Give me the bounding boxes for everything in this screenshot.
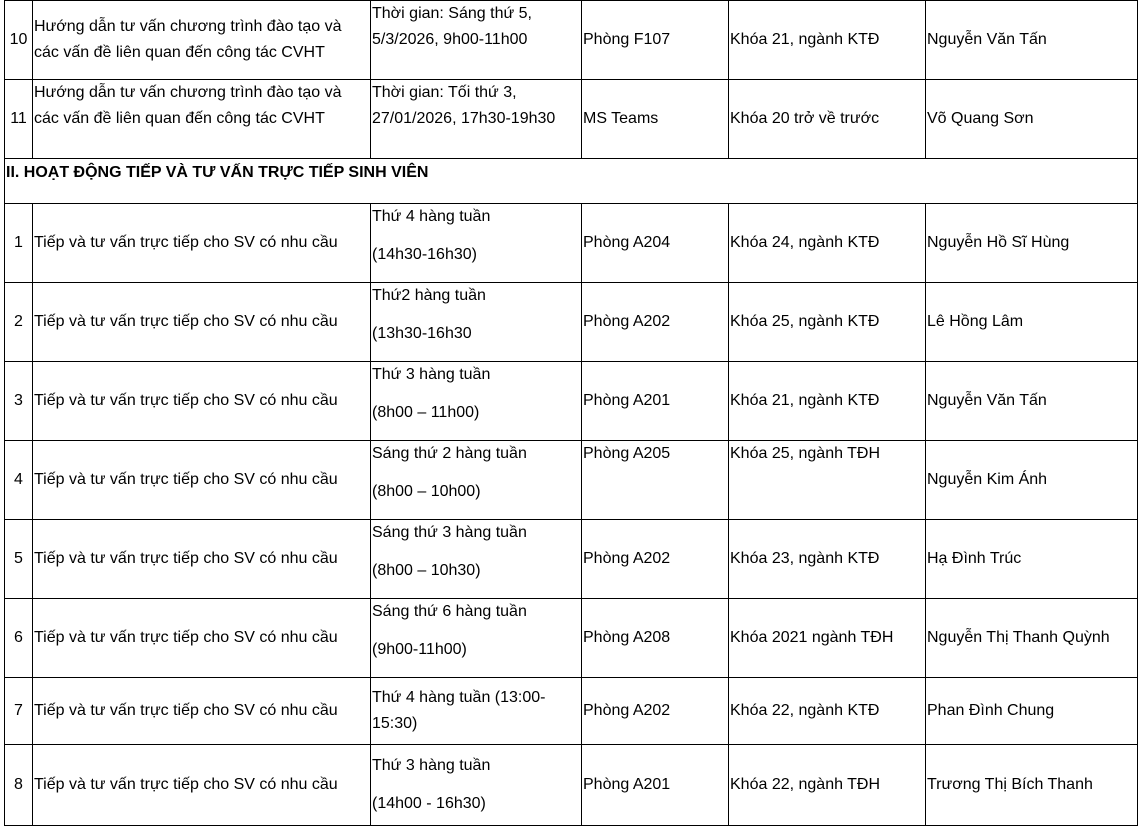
- person-cell: Trương Thị Bích Thanh: [926, 745, 1138, 826]
- time-cell: [371, 80, 582, 159]
- target-cell: Khóa 22, ngành KTĐ: [729, 678, 926, 745]
- time-line-2: (9h00-11h00): [372, 641, 467, 658]
- time-line-2: 27/01/2026, 17h30-19h30: [372, 110, 556, 127]
- activity-cell: Tiếp và tư vấn trực tiếp cho SV có nhu cầu: [33, 678, 371, 745]
- time-line-2: 5/3/2026, 9h00-11h00: [372, 31, 528, 48]
- time-line-1: Thứ 4 hàng tuần (13:00-: [372, 689, 546, 706]
- section-title: II. HOẠT ĐỘNG TIẾP VÀ TƯ VẤN TRỰC TIẾP SINH VIÊN: [5, 159, 1138, 204]
- time-line-1: Thứ 4 hàng tuần: [372, 208, 491, 225]
- activity-cell: Tiếp và tư vấn trực tiếp cho SV có nhu cầu: [33, 520, 371, 599]
- target-cell: Khóa 25, ngành KTĐ: [729, 283, 926, 362]
- activity-cell: Tiếp và tư vấn trực tiếp cho SV có nhu cầu: [33, 283, 371, 362]
- row-number: 8: [5, 745, 33, 826]
- table-row: [5, 441, 1138, 520]
- row-number: 11: [5, 80, 33, 159]
- row-number: 7: [5, 678, 33, 745]
- activity-cell: Hướng dẫn tư vấn chương trình đào tạo và các vấn đề liên quan đến công tác CVHT: [33, 80, 371, 159]
- time-line-1: Thời gian: Sáng thứ 5,: [372, 5, 532, 22]
- time-line-1: Sáng thứ 2 hàng tuần: [372, 445, 527, 462]
- activity-cell: Hướng dẫn tư vấn chương trình đào tạo và các vấn đề liên quan đến công tác CVHT: [33, 1, 371, 80]
- time-cell: [371, 599, 582, 678]
- activity-cell: Tiếp và tư vấn trực tiếp cho SV có nhu cầu: [33, 745, 371, 826]
- person-cell: Phan Đình Chung: [926, 678, 1138, 745]
- person-cell: Hạ Đình Trúc: [926, 520, 1138, 599]
- location-cell: Phòng A201: [582, 745, 729, 826]
- section-header-row: [5, 159, 1138, 204]
- target-cell: Khóa 24, ngành KTĐ: [729, 204, 926, 283]
- time-line-1: Thứ2 hàng tuần: [372, 287, 486, 304]
- person-cell: Lê Hồng Lâm: [926, 283, 1138, 362]
- row-number: 3: [5, 362, 33, 441]
- table-row: [5, 599, 1138, 678]
- time-cell: [371, 283, 582, 362]
- target-cell: Khóa 2021 ngành TĐH: [729, 599, 926, 678]
- table-row: [5, 362, 1138, 441]
- target-cell: Khóa 21, ngành KTĐ: [729, 362, 926, 441]
- table-row: [5, 204, 1138, 283]
- time-cell: [371, 520, 582, 599]
- row-number: 10: [5, 1, 33, 80]
- activity-cell: Tiếp và tư vấn trực tiếp cho SV có nhu cầu: [33, 204, 371, 283]
- target-cell: Khóa 25, ngành TĐH: [729, 441, 926, 520]
- row-number: 4: [5, 441, 33, 520]
- person-cell: Nguyễn Thị Thanh Quỳnh: [926, 599, 1138, 678]
- person-cell: Nguyễn Hồ Sĩ Hùng: [926, 204, 1138, 283]
- time-cell: [371, 745, 582, 826]
- location-cell: Phòng A208: [582, 599, 729, 678]
- time-line-1: Thứ 3 hàng tuần: [372, 757, 491, 774]
- time-line-1: Sáng thứ 3 hàng tuần: [372, 524, 527, 541]
- time-line-2: (14h30-16h30): [372, 246, 477, 263]
- person-cell: Nguyễn Văn Tấn: [926, 362, 1138, 441]
- table-row: [5, 678, 1138, 745]
- time-cell: [371, 441, 582, 520]
- time-cell: [371, 1, 582, 80]
- table-row: [5, 1, 1138, 80]
- location-cell: Phòng A202: [582, 283, 729, 362]
- time-line-1: Thời gian: Tối thứ 3,: [372, 84, 517, 101]
- table-row: [5, 80, 1138, 159]
- time-cell: [371, 362, 582, 441]
- time-line-2: 15:30): [372, 715, 418, 732]
- time-line-1: Sáng thứ 6 hàng tuần: [372, 603, 527, 620]
- time-line-2: (8h00 – 10h30): [372, 562, 481, 579]
- schedule-table: [4, 0, 1138, 826]
- person-cell: Nguyễn Văn Tấn: [926, 1, 1138, 80]
- person-cell: Nguyễn Kim Ánh: [926, 441, 1138, 520]
- target-cell: Khóa 20 trở về trước: [729, 80, 926, 159]
- table-row: [5, 520, 1138, 599]
- time-line-2: (14h00 - 16h30): [372, 795, 486, 812]
- location-cell: Phòng A202: [582, 520, 729, 599]
- time-line-2: (8h00 – 10h00): [372, 483, 481, 500]
- time-line-1: Thứ 3 hàng tuần: [372, 366, 491, 383]
- target-cell: Khóa 21, ngành KTĐ: [729, 1, 926, 80]
- location-cell: Phòng F107: [582, 1, 729, 80]
- activity-cell: Tiếp và tư vấn trực tiếp cho SV có nhu cầu: [33, 362, 371, 441]
- location-cell: Phòng A202: [582, 678, 729, 745]
- table-row: [5, 283, 1138, 362]
- time-cell: [371, 204, 582, 283]
- location-cell: MS Teams: [582, 80, 729, 159]
- row-number: 6: [5, 599, 33, 678]
- row-number: 5: [5, 520, 33, 599]
- location-cell: Phòng A201: [582, 362, 729, 441]
- time-line-2: (8h00 – 11h00): [372, 404, 480, 421]
- time-line-2: (13h30-16h30: [372, 325, 472, 342]
- row-number: 2: [5, 283, 33, 362]
- time-cell: [371, 678, 582, 745]
- person-cell: Võ Quang Sơn: [926, 80, 1138, 159]
- location-cell: Phòng A205: [582, 441, 729, 520]
- table-row: [5, 745, 1138, 826]
- target-cell: Khóa 22, ngành TĐH: [729, 745, 926, 826]
- row-number: 1: [5, 204, 33, 283]
- activity-cell: Tiếp và tư vấn trực tiếp cho SV có nhu cầu: [33, 599, 371, 678]
- target-cell: Khóa 23, ngành KTĐ: [729, 520, 926, 599]
- location-cell: Phòng A204: [582, 204, 729, 283]
- activity-cell: Tiếp và tư vấn trực tiếp cho SV có nhu cầu: [33, 441, 371, 520]
